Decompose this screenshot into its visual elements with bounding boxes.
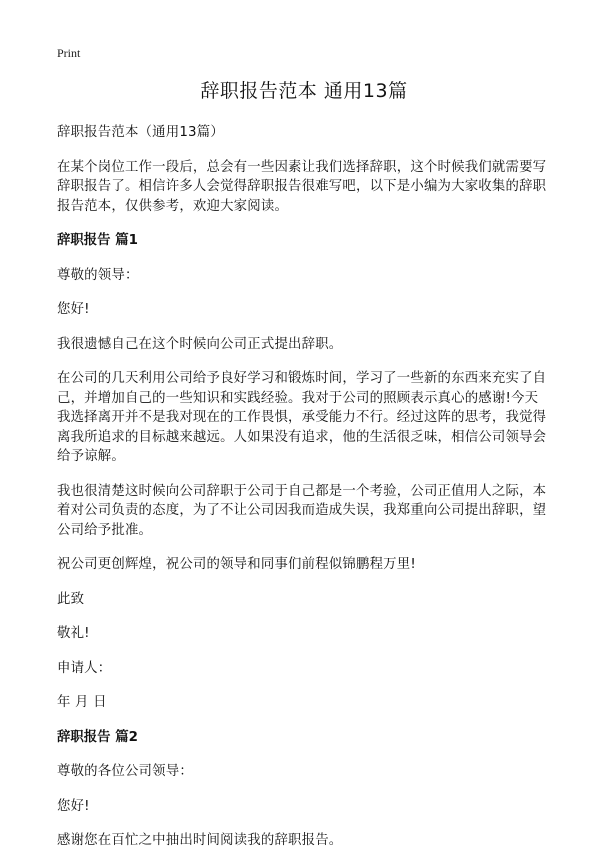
document-title: 辞职报告范本 通用13篇 xyxy=(200,80,408,102)
body-paragraph: 感谢您在百忙之中抽出时间阅读我的辞职报告。 xyxy=(57,833,343,848)
closing-salute: 敬礼! xyxy=(57,626,90,641)
applicant-label: 申请人： xyxy=(57,660,112,676)
salutation: 尊敬的领导： xyxy=(57,267,139,283)
section-heading: 辞职报告 篇2 xyxy=(57,729,138,745)
greeting: 您好! xyxy=(57,302,90,317)
body-paragraph: 在公司的几天利用公司给予良好学习和锻炼时间，学习了一些新的东西来充实了自己，并增加自己的一些知识和实践经验。我对于公司的照顾表示真心的感谢!今天我选择离开并不是我对现在的工作畏惧，承受能力不行。经过这阵的思考，我觉得离我所追求的目标越来越远。人如果没有追求，他的生活很乏味，相信公司领导会给予谅解。 xyxy=(57,371,547,464)
greeting: 您好! xyxy=(57,798,90,814)
closing-line: 此致 xyxy=(57,591,85,607)
section-2 xyxy=(57,728,551,851)
intro-paragraph: 在某个岗位工作一段后，总会有一些因素让我们选择辞职，这个时候我们就需要写辞职报告了。相信许多人会觉得辞职报告很难写吧，以下是小编为大家收集的辞职报告范本，仅供参考，欢迎大家阅读。 xyxy=(57,159,547,214)
print-link[interactable]: Print xyxy=(57,46,81,60)
document-page xyxy=(57,76,551,866)
body-paragraph: 我也很清楚这时候向公司辞职于公司于自己都是一个考验，公司正值用人之际，本着对公司负责的态度，为了不让公司因我而造成失误，我郑重向公司提出辞职，望公司给予批准。 xyxy=(57,483,547,538)
salutation: 尊敬的各位公司领导： xyxy=(57,764,193,779)
section-heading: 辞职报告 篇1 xyxy=(57,233,138,248)
body-paragraph: 我很遗憾自己在这个时候向公司正式提出辞职。 xyxy=(57,336,343,352)
section-1 xyxy=(57,231,551,713)
body-paragraph: 祝公司更创辉煌，祝公司的领导和同事们前程似锦鹏程万里! xyxy=(57,557,416,572)
date-line: 年 月 日 xyxy=(57,695,107,710)
document-subtitle: 辞职报告范本（通用13篇） xyxy=(57,125,224,140)
